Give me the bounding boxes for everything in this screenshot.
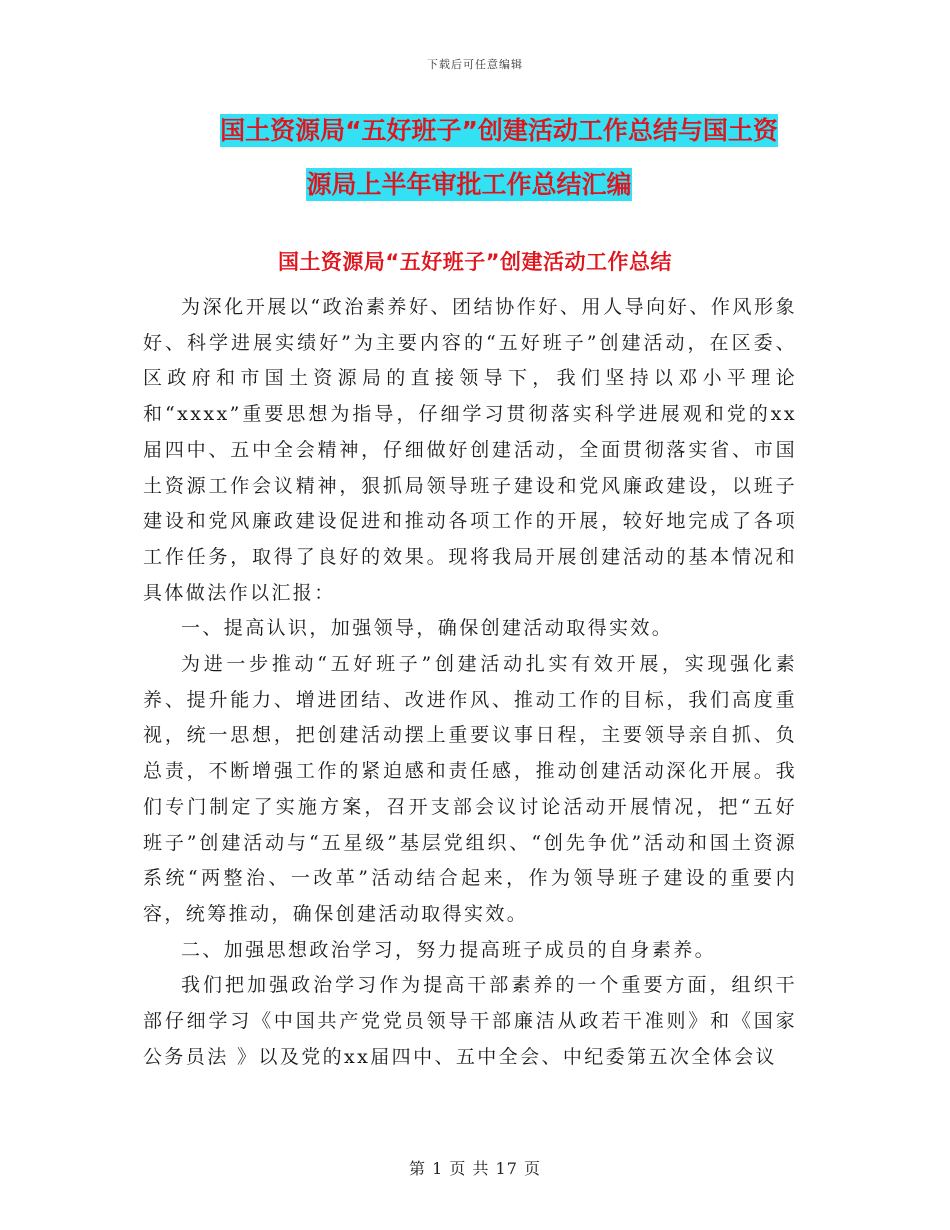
paragraph: 为进一步推动“五好班子”创建活动扎实有效开展，实现强化素养、提升能力、增进团结、改进作风、推动工作的目标，我们高度重视，统一思想，把创建活动摆上重要议事日程，主要领导亲自抓、负总责，不断增强工作的紧迫感和责任感，推动创建活动深化开展。我们专门制定了实施方案，召开支部会议讨论活动开展情况，把“五好班子”创建活动与“五星级”基层党组织、“创先争优”活动和国土资源系统“两整治、一改革”活动结合起来，作为领导班子建设的重要内容，统筹推动，确保创建活动取得实效。 — [143, 653, 797, 925]
header-note: 下载后可任意编辑 — [427, 58, 523, 71]
paragraph: 为深化开展以“政治素养好、团结协作好、用人导向好、作风形象好、科学进展实绩好”为主要内容的“五好班子”创建活动，在区委、区政府和市国土资源局的直接领导下，我们坚持以邓小平理论和“xxxx”重要思想为指导，仔细学习贯彻落实科学进展观和党的xx届四中、五中全会精神，仔细做好创建活动，全面贯彻落实省、市国土资源工作会议精神，狠抓局领导班子建设和党风廉政建设，以班子建设和党风廉政建设促进和推动各项工作的开展，较好地完成了各项工作任务，取得了良好的效果。现将我局开展创建活动的基本情况和具体做法作以汇报： — [143, 296, 797, 604]
section-heading-1: 一、提高认识，加强领导，确保创建活动取得实效。 — [181, 617, 674, 640]
title-line-2: 源局上半年审批工作总结汇编 — [306, 170, 632, 199]
page-footer: 第 1 页 共 17 页 — [409, 1159, 541, 1178]
title-line-1: 国土资源局“五好班子”创建活动工作总结与国土资 — [220, 116, 778, 145]
document-title — [0, 104, 950, 212]
section-heading-2: 二、加强思想政治学习，努力提高班子成员的自身素养。 — [181, 938, 717, 961]
section-title: 国土资源局“五好班子”创建活动工作总结 — [277, 250, 673, 274]
paragraph: 我们把加强政治学习作为提高干部素养的一个重要方面，组织干部仔细学习《中国共产党党员领导干部廉洁从政若干准则》和《国家公务员法 》以及党的xx届四中、五中全会、中纪委第五次全体会议 — [143, 974, 797, 1068]
document-body — [143, 290, 797, 1075]
